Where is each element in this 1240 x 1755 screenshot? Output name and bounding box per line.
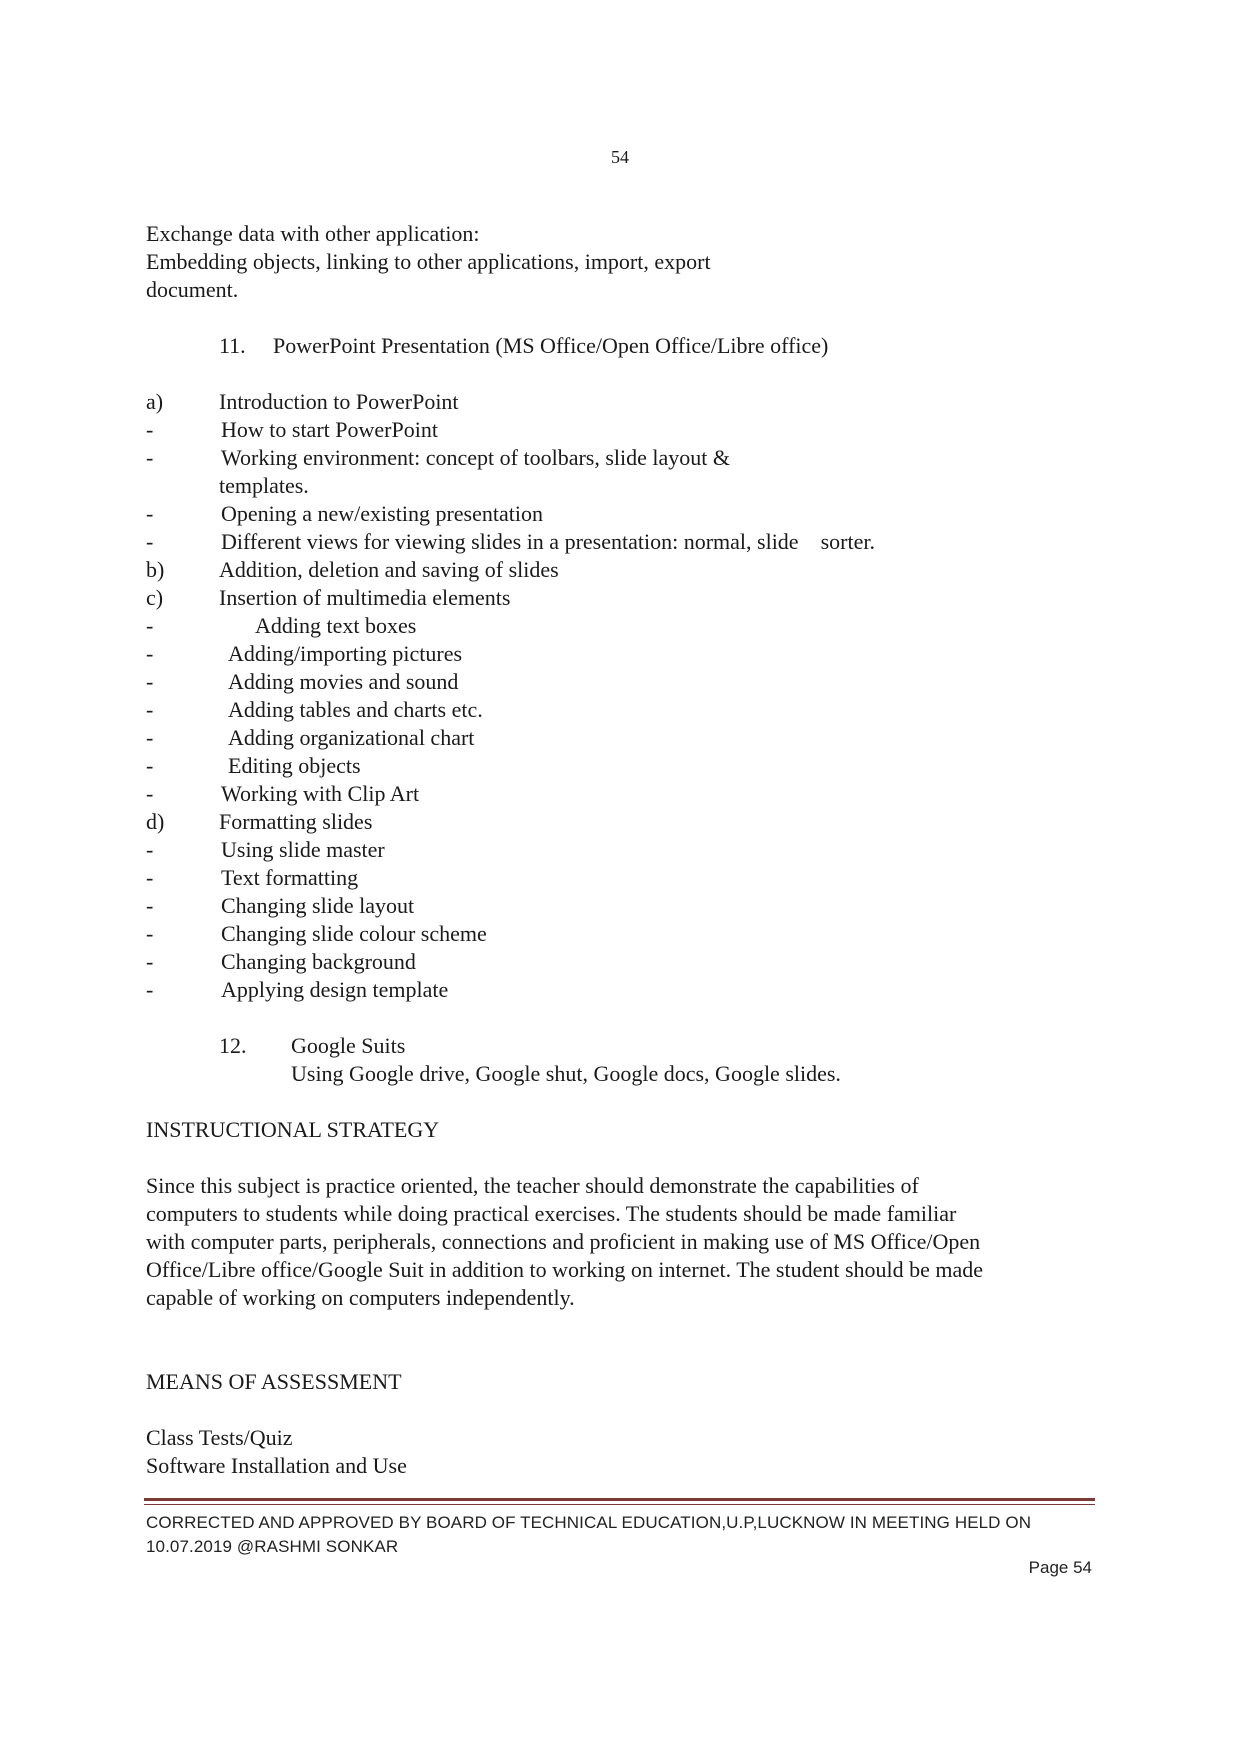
section-12-number: 12. [219,1033,247,1058]
outline-marker: - [146,501,154,526]
intro-heading: Exchange data with other application: [146,221,480,246]
instructional-line: with computer parts, peripherals, connections and proficient in making use of MS Office/Open [146,1229,981,1254]
outline-item-text: Adding organizational chart [228,725,475,750]
outline-item-text: Insertion of multimedia elements [219,585,511,610]
footer-line-1: CORRECTED AND APPROVED BY BOARD OF TECHNICAL EDUCATION,U.P,LUCKNOW IN MEETING HELD ON [146,1513,1032,1532]
outline-marker: - [146,613,154,638]
outline-marker: - [146,697,154,722]
outline-marker: - [146,781,154,806]
outline-marker: - [146,949,154,974]
section-12-detail: Using Google drive, Google shut, Google docs, Google slides. [291,1061,841,1086]
section-11-title: PowerPoint Presentation (MS Office/Open Office/Libre office) [273,333,829,358]
outline-marker: - [146,669,154,694]
footer-page-label: Page 54 [1028,1558,1092,1577]
outline-item-text: How to start PowerPoint [221,417,438,442]
instructional-line: Since this subject is practice oriented, the teacher should demonstrate the capabilities of [146,1173,919,1198]
assessment-item: Software Installation and Use [146,1453,407,1478]
outline-item-text: Editing objects [228,753,361,778]
outline-marker: - [146,865,154,890]
outline-item-text: Applying design template [221,977,449,1002]
intro-line-2: document. [146,277,239,302]
outline-marker: - [146,921,154,946]
outline-item-text: templates. [219,473,309,498]
outline-item-text: Adding text boxes [255,613,417,638]
outline-marker: b) [146,557,165,582]
outline-item-text: Introduction to PowerPoint [219,389,459,414]
footer-rule [144,1498,1095,1501]
outline-marker: d) [146,809,165,834]
outline-marker: - [146,837,154,862]
outline-marker: - [146,417,154,442]
assessment-heading: MEANS OF ASSESSMENT [146,1369,402,1394]
outline-item-text: Adding/importing pictures [228,641,463,666]
outline-marker: - [146,529,154,554]
outline-item-text: Working environment: concept of toolbars, slide layout & [221,445,731,470]
outline-item-text: Adding tables and charts etc. [228,697,483,722]
footer-rule-thin [144,1504,1095,1505]
outline-item-text: Changing background [221,949,416,974]
instructional-heading: INSTRUCTIONAL STRATEGY [146,1117,440,1142]
outline-marker: c) [146,585,164,610]
outline-item-text: Using slide master [221,837,385,862]
outline-marker: - [146,893,154,918]
instructional-line: computers to students while doing practical exercises. The students should be made familiar [146,1201,957,1226]
outline-item-text: Text formatting [221,865,359,890]
outline-item-text: Formatting slides [219,809,373,834]
outline-marker: - [146,725,154,750]
outline-item-text: Changing slide colour scheme [221,921,487,946]
assessment-item: Class Tests/Quiz [146,1425,293,1450]
section-11-number: 11. [219,333,246,358]
outline-marker: - [146,641,154,666]
outline-item-text: Addition, deletion and saving of slides [219,557,559,582]
outline-marker: a) [146,389,164,414]
outline-marker: - [146,753,154,778]
outline-item-text: Changing slide layout [221,893,415,918]
outline-item-text: Different views for viewing slides in a presentation: normal, slide sorter. [221,529,875,554]
outline-item-text: Adding movies and sound [228,669,459,694]
instructional-line: capable of working on computers independently. [146,1285,575,1310]
page-number: 54 [611,147,629,167]
outline-item-text: Working with Clip Art [221,781,420,806]
outline-marker: - [146,977,154,1002]
section-12-title: Google Suits [291,1033,406,1058]
outline-item-text: Opening a new/existing presentation [221,501,543,526]
outline-marker: - [146,445,154,470]
footer-line-2: 10.07.2019 @RASHMI SONKAR [146,1537,399,1556]
footer-text [146,1511,1031,1559]
instructional-line: Office/Libre office/Google Suit in addition to working on internet. The student should be made [146,1257,984,1282]
intro-line-1: Embedding objects, linking to other applications, import, export [146,249,711,274]
